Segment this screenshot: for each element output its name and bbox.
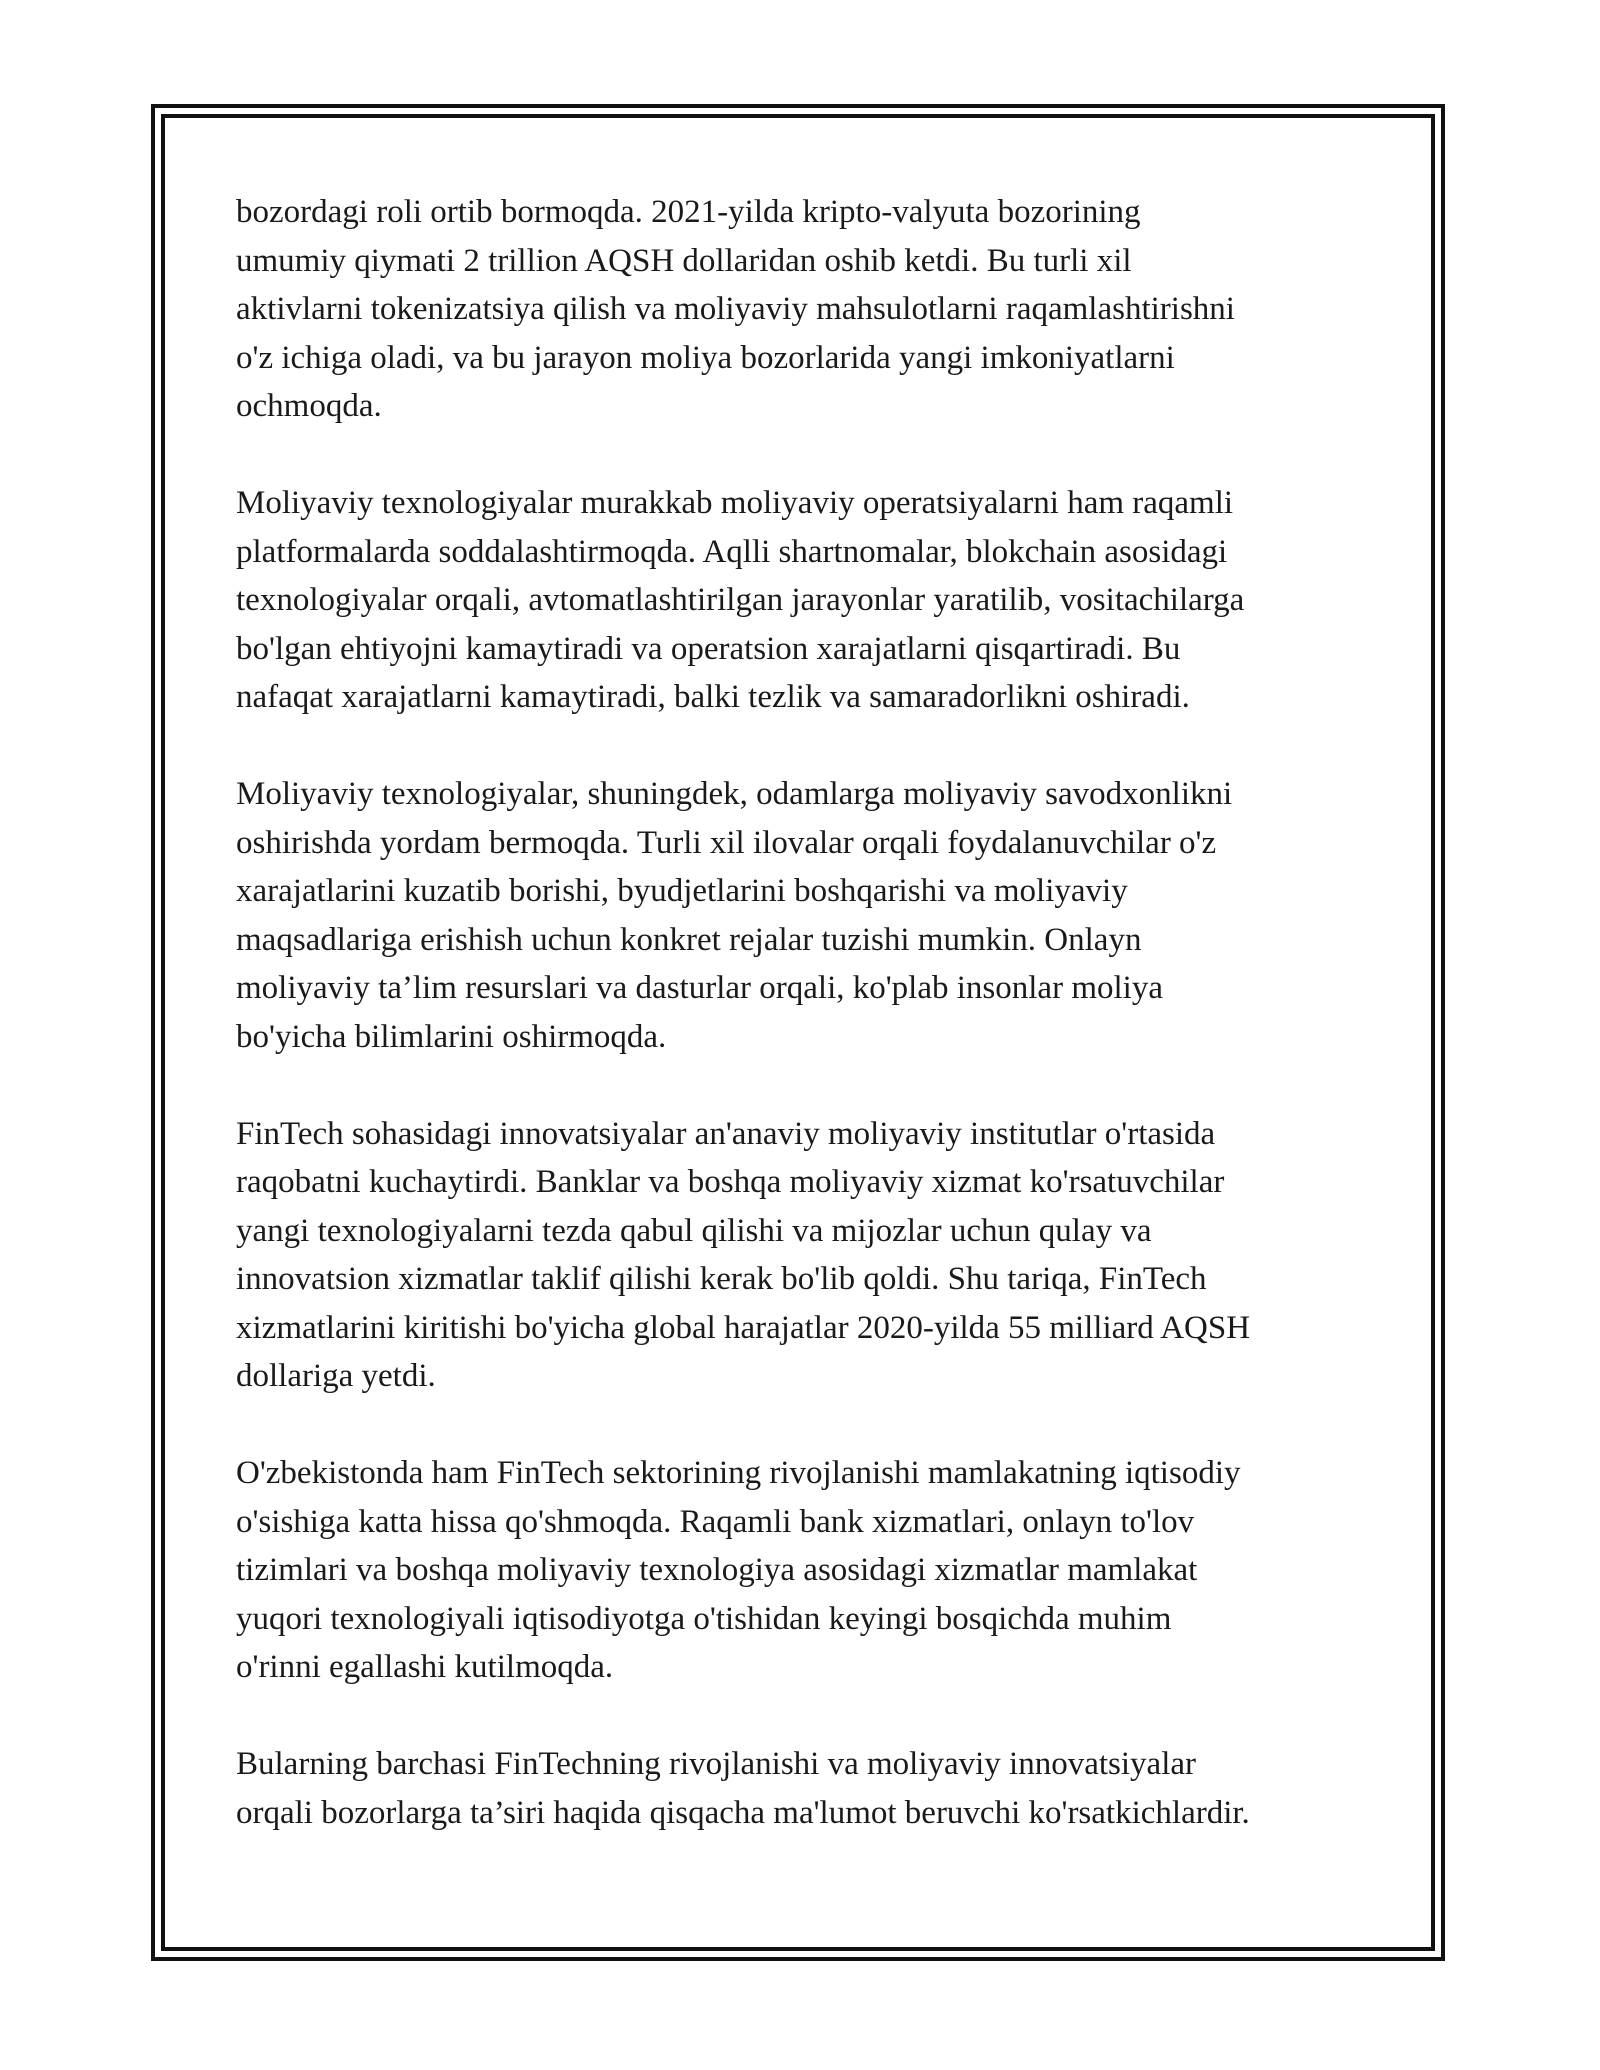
text-line: FinTech sohasidagi innovatsiyalar an'anaviy moliyaviy institutlar o'rtasida [236,1115,1216,1152]
text-line: o'z ichiga oladi, va bu jarayon moliya bozorlarida yangi imkoniyatlarni [236,339,1175,376]
text-line: tizimlari va boshqa moliyaviy texnologiya asosidagi xizmatlar mamlakat [236,1552,1198,1588]
text-line: maqsadlariga erishish uchun konkret rejalar tuzishi mumkin. Onlayn [236,921,1142,958]
text-line: platformalarda soddalashtirmoqda. Aqlli shartnomalar, blokchain asosidagi [236,533,1228,570]
text-line: orqali bozorlarga ta’siri haqida qisqacha ma'lumot beruvchi ko'rsatkichlardir. [236,1794,1250,1831]
text-line: o'sishiga katta hissa qo'shmoqda. Raqamli bank xizmatlari, onlayn to'lov [236,1503,1195,1540]
text-line: Moliyaviy texnologiyalar murakkab moliyaviy operatsiyalarni ham raqamli [236,485,1234,521]
text-line: Bularning barchasi FinTechning rivojlanishi va moliyaviy innovatsiyalar [236,1746,1196,1782]
text-line: bo'lgan ehtiyojni kamaytiradi va operatsion xarajatlarni qisqartiradi. Bu [236,630,1181,667]
text-line: innovatsion xizmatlar taklif qilishi kerak bo'lib qoldi. Shu tariqa, FinTech [236,1261,1207,1297]
text-line: xarajatlarini kuzatib borishi, byudjetlarini boshqarishi va moliyaviy [236,873,1128,909]
text-line: ochmoqda. [236,388,382,424]
text-line: oshirishda yordam bermoqda. Turli xil ilovalar orqali foydalanuvchilar o'z [236,824,1217,861]
text-line: yangi texnologiyalarni tezda qabul qilishi va mijozlar uchun qulay va [236,1212,1152,1249]
paragraph-3 [236,770,1376,1061]
text-line: moliyaviy ta’lim resurslari va dasturlar orqali, ko'plab insonlar moliya [236,970,1163,1006]
paragraph-4 [236,1110,1376,1401]
text-line: texnologiyalar orqali, avtomatlashtirilgan jarayonlar yaratilib, vositachilarga [236,582,1245,618]
text-line: xizmatlarini kiritishi bo'yicha global harajatlar 2020-yilda 55 milliard AQSH [236,1309,1251,1346]
text-line: O'zbekistonda ham FinTech sektorining rivojlanishi mamlakatning iqtisodiy [236,1455,1241,1491]
text-line: umumiy qiymati 2 trillion AQSH dollaridan oshib ketdi. Bu turli xil [236,242,1132,279]
paragraph-6 [236,1740,1376,1837]
text-line: raqobatni kuchaytirdi. Banklar va boshqa moliyaviy xizmat ko'rsatuvchilar [236,1164,1225,1200]
text-line: Moliyaviy texnologiyalar, shuningdek, odamlarga moliyaviy savodxonlikni [236,776,1233,812]
paragraph-2 [236,479,1376,722]
text-line: dollariga yetdi. [236,1358,436,1394]
text-line: bo'yicha bilimlarini oshirmoqda. [236,1018,667,1055]
text-line: bozordagi roli ortib bormoqda. 2021-yilda kripto-valyuta bozorining [236,194,1141,230]
text-line: yuqori texnologiyali iqtisodiyotga o'tishidan keyingi bosqichda muhim [236,1600,1172,1637]
paragraph-1 [236,188,1376,431]
document-body [236,188,1376,1886]
text-line: nafaqat xarajatlarni kamaytiradi, balki tezlik va samaradorlikni oshiradi. [236,679,1190,715]
text-line: aktivlarni tokenizatsiya qilish va moliyaviy mahsulotlarni raqamlashtirishni [236,291,1235,327]
paragraph-5 [236,1449,1376,1692]
text-line: o'rinni egallashi kutilmoqda. [236,1649,614,1685]
